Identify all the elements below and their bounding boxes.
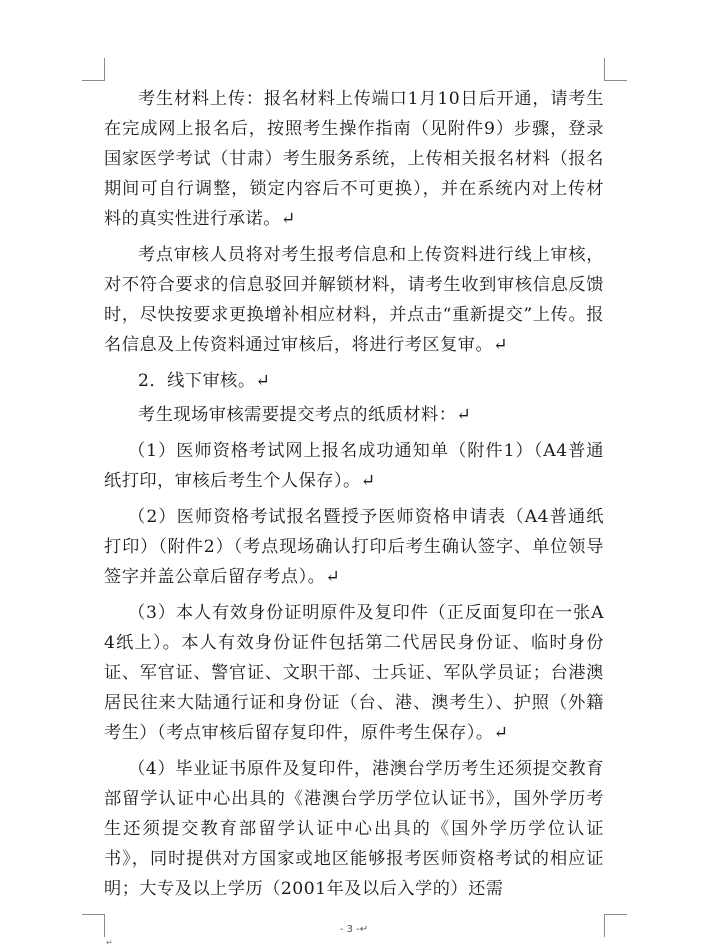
list-item-2: （2）医师资格考试报名暨授予医师资格申请表（A4普通纸打印）（附件2）（考点现场确认打印后考生确认签字、单位领导签字并盖公章后留存考点）。↵: [104, 507, 604, 587]
section-heading-offline-review: 2．线下审核。↵: [138, 371, 271, 391]
crop-mark-top-left: [82, 58, 105, 81]
paragraph-material-upload: 考生材料上传：报名材料上传端口1月10日后开通，请考生在完成网上报名后，按照考生操作指南（见附件9）步骤，登录国家医学考试（甘肃）考生服务系统，上传相关报名材料（报名期间可自行调整，锁定内容后不可更换），并在系统内对上传材料的真实性进行承诺。↵: [104, 89, 604, 229]
footer-paragraph-mark: ↵: [106, 938, 113, 947]
page-number: - 3 -↵: [339, 924, 369, 935]
list-item-1: （1）医师资格考试网上报名成功通知单（附件1）（A4普通纸打印，审核后考生个人保存）。↵: [104, 441, 604, 491]
paragraph-online-review: 考点审核人员将对考生报考信息和上传资料进行线上审核，对不符合要求的信息驳回并解锁材料，请考生收到审核信息反馈时，尽快按要求更换增补相应材料，并点击“重新提交”上传。报名信息及上传资料通过审核后，将进行考区复审。↵: [104, 245, 604, 355]
crop-mark-top-right: [604, 58, 627, 81]
document-body: [104, 84, 604, 904]
list-item-3: （3）本人有效身份证明原件及复印件（正反面复印在一张A4纸上）。本人有效身份证件包括第二代居民身份证、临时身份证、军官证、警官证、文职干部、士兵证、军队学员证；台港澳居民往来大陆通行证和身份证（台、港、澳考生）、护照（外籍考生）（考点审核后留存复印件，原件考生保存）。↵: [104, 603, 604, 743]
paragraph-paper-materials: 考生现场审核需要提交考点的纸质材料：↵: [138, 405, 472, 425]
list-item-4: （4）毕业证书原件及复印件，港澳台学历考生还须提交教育部留学认证中心出具的《港澳台学历学位认证书》，国外学历考生还须提交教育部留学认证中心出具的《国外学历学位认证书》，同时提供对方国家或地区能够报考医师资格考试的相应证明；大专及以上学历（2001年及以后入学的）还需: [104, 759, 604, 899]
